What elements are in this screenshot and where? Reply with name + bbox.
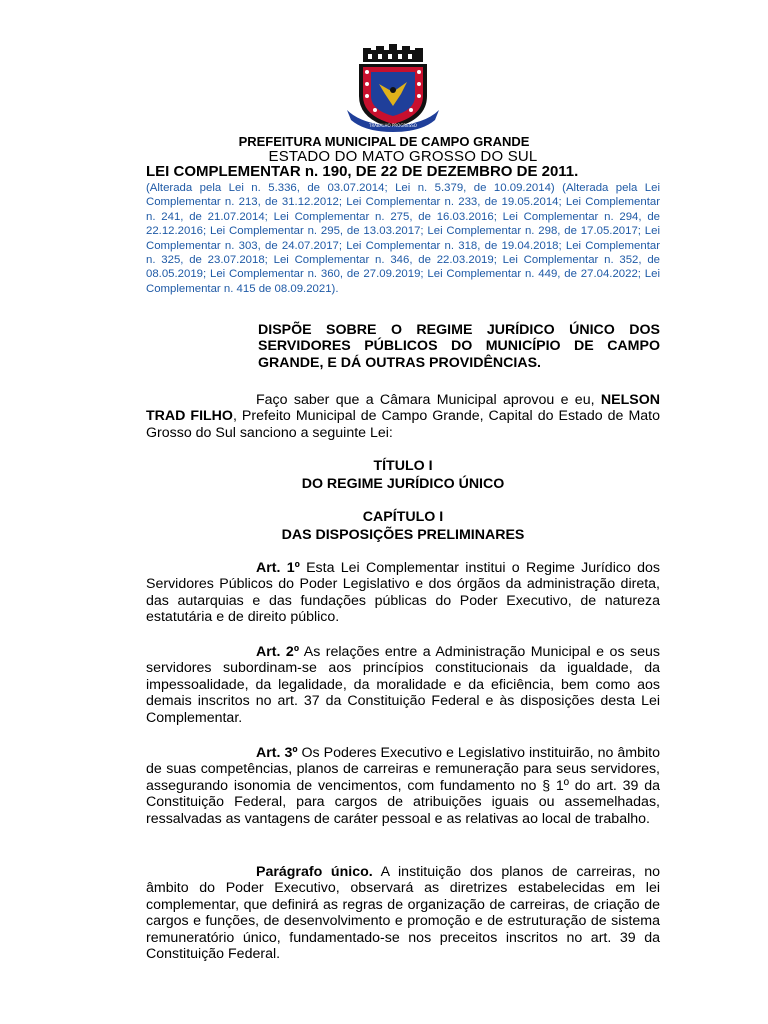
lei-title: LEI COMPLEMENTAR n. 190, DE 22 DE DEZEMBRO DE 2011.: [146, 163, 579, 180]
preamble-rest: , Prefeito Municipal de Campo Grande, Capital do Estado de Mato Grosso do Sul sanciono a seguinte Lei:: [146, 408, 660, 441]
article-label: Art. 1º: [256, 560, 300, 576]
article-text: A instituição dos planos de carreiras, no âmbito do Poder Executivo, observará as diretrizes estabelecidas em lei complementar, que definirá as regras de organização de carreiras, de criação de cargos e funções, de desenvolvimento e promoção e de estruturação de sistema remuneratório único, fundamentado-se nos preceitos inscritos no art. 39 da Constituição Federal.: [146, 864, 660, 963]
capitulo-label: CAPÍTULO I: [362, 509, 444, 525]
titulo-name: DO REGIME JURÍDICO ÚNICO: [301, 476, 505, 492]
ementa: DISPÕE SOBRE O REGIME JURÍDICO ÚNICO DOS SERVIDORES PÚBLICOS DO MUNICÍPIO DE CAMPO GRANDE, E DÁ OUTRAS PROVIDÊNCIAS.: [258, 322, 660, 371]
capitulo-name: DAS DISPOSIÇÕES PRELIMINARES: [281, 527, 525, 543]
preamble: [146, 392, 660, 441]
article-label: Parágrafo único.: [256, 864, 373, 880]
municipal-coat-of-arms-icon: [341, 44, 445, 132]
article-text: As relações entre a Administração Municipal e os seus servidores subordinam-se aos princípios constitucionais da igualdade, da impessoalidade, da legalidade, da moralidade e da eficiência, bem como aos demais inscritos no art. 37 da Constituição Federal e às disposições desta Lei Complementar.: [146, 644, 661, 726]
amendment-notes: (Alterada pela Lei n. 5.336, de 03.07.2014; Lei n. 5.379, de 10.09.2014) (Alterada pela Lei Complementar n. 213, de 31.12.2012; Lei Complementar n. 233, de 19.05.2014; Lei Complementar n. 241, de 21.07.2014; Lei Complementar n. 275, de 16.03.2016; Lei Complementar n. 294, de 22.12.2016; Lei Complementar n. 295, de 13.03.2017; Lei Complementar n. 298, de 17.05.2017; Lei Complementar n. 303, de 24.07.2017; Lei Complementar n. 318, de 19.04.2018; Lei Complementar n. 325, de 23.07.2018; Lei Complementar n. 346, de 22.03.2019; Lei Complementar n. 352, de 08.05.2019; Lei Complementar n. 360, de 27.09.2019; Lei Complementar n. 449, de 27.04.2022; Lei Complementar n. 415 de 08.09.2021).: [146, 182, 660, 295]
article-text: Os Poderes Executivo e Legislativo instituirão, no âmbito de suas competências, planos de carreiras e remuneração para seus servidores, assegurando isonomia de vencimentos, com fundamento no § 1º do art. 39 da Constituição Federal, para cargos de atribuições iguais ou assemelhadas, ressalvadas as vantagens de caráter pessoal e as relativas ao local de trabalho.: [146, 745, 660, 827]
article-1: [146, 560, 660, 626]
article-2: [146, 644, 660, 726]
crest-motto: TRABALHO PROGRESSO: [369, 123, 417, 128]
preamble-intro: Faço saber que a Câmara Municipal aprovou e eu,: [256, 392, 595, 408]
estado-heading: ESTADO DO MATO GROSSO DO SUL: [268, 148, 538, 165]
mayor-name: NELSON TRAD FILHO: [146, 392, 660, 425]
article-text: Esta Lei Complementar institui o Regime Jurídico dos Servidores Públicos do Poder Legislativo e dos órgãos da administração direta, das autarquias e das fundações públicas do Poder Executivo, de natureza estatutária e de direito público.: [146, 560, 660, 626]
article-3: [146, 745, 660, 827]
paragrafo-unico: [146, 864, 660, 962]
titulo-label: TÍTULO I: [373, 458, 433, 474]
article-label: Art. 3º: [256, 745, 298, 761]
article-label: Art. 2º: [256, 644, 300, 660]
prefeitura-heading: PREFEITURA MUNICIPAL DE CAMPO GRANDE: [238, 134, 530, 149]
